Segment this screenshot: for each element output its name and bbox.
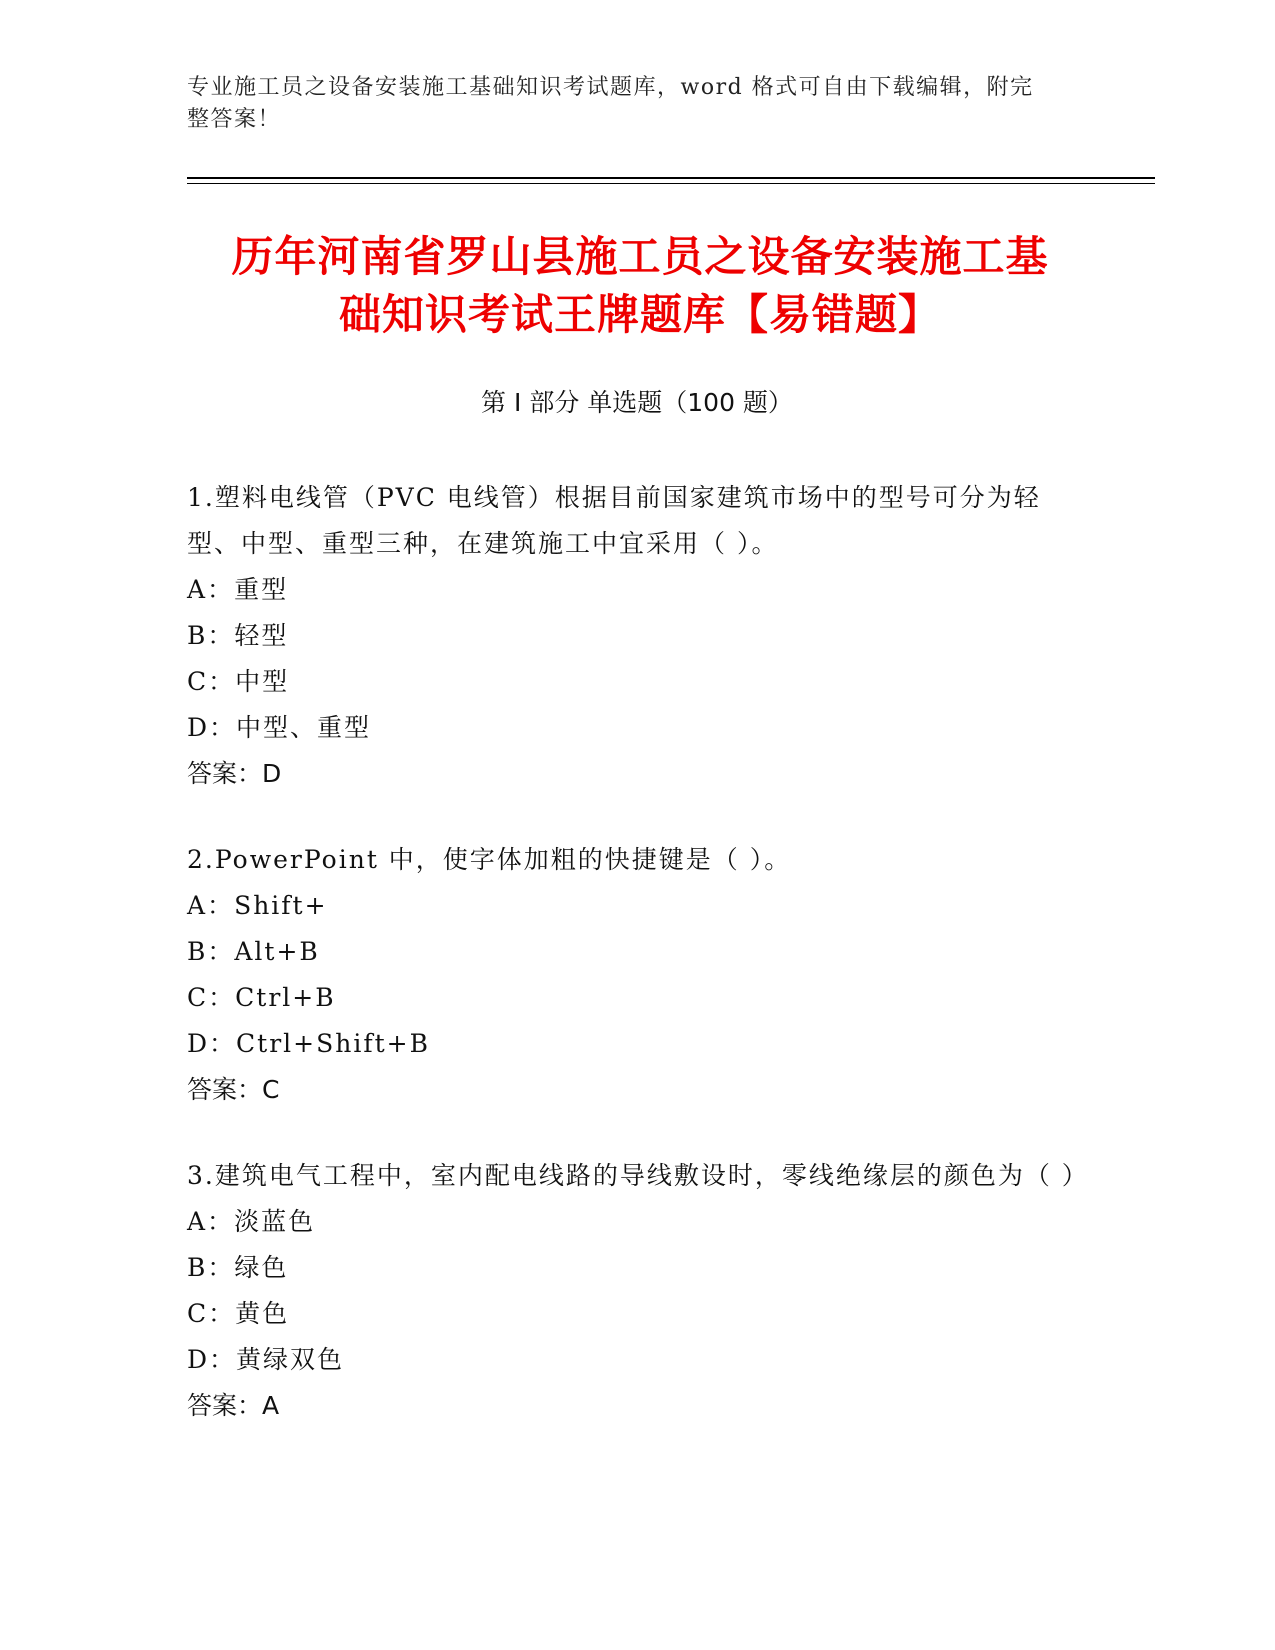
document-title-line-2: 础知识考试王牌题库【易错题】 [338, 290, 941, 339]
option-letter: A： [187, 575, 235, 604]
option-letter: C： [187, 983, 236, 1012]
document-title-line-1: 历年河南省罗山县施工员之设备安装施工基 [231, 232, 1049, 281]
option-text: Ctrl+B [235, 983, 336, 1012]
option-d [187, 1337, 1087, 1383]
option-text: Shift+ [234, 891, 328, 920]
option-letter: D： [187, 1345, 237, 1374]
option-text: 淡蓝色 [234, 1207, 316, 1236]
option-letter: C： [187, 1299, 236, 1328]
option-a [187, 883, 1087, 929]
question-3 [187, 1153, 1087, 1429]
option-b [187, 929, 1087, 975]
answer-label: 答案：D [187, 759, 282, 788]
option-letter: D： [187, 1029, 237, 1058]
option-text: 轻型 [234, 621, 289, 650]
option-text: 黄色 [235, 1299, 290, 1328]
answer-label: 答案：A [187, 1391, 280, 1420]
option-d [187, 1021, 1087, 1067]
option-b [187, 1245, 1087, 1291]
option-text: 重型 [234, 575, 289, 604]
answer-label: 答案：C [187, 1075, 280, 1104]
option-text: 黄绿双色 [236, 1345, 345, 1374]
option-text: 中型、重型 [236, 713, 372, 742]
option-letter: A： [187, 1207, 235, 1236]
header-divider-thick [187, 177, 1155, 179]
header-divider-thin [187, 183, 1155, 184]
question-1 [187, 475, 1087, 797]
option-c [187, 1291, 1087, 1337]
option-letter: B： [187, 621, 235, 650]
section-title: 第 I 部分 单选题（100 题） [481, 388, 793, 417]
question-stem: 1.塑料电线管（PVC 电线管）根据目前国家建筑市场中的型号可分为轻型、中型、重型三种，在建筑施工中宜采用（ ）。 [187, 483, 1041, 558]
document-title [160, 228, 1120, 344]
option-a [187, 567, 1087, 613]
question-2 [187, 837, 1087, 1113]
option-letter: B： [187, 937, 235, 966]
option-text: Ctrl+Shift+B [236, 1029, 430, 1058]
option-d [187, 705, 1087, 751]
option-letter: C： [187, 667, 236, 696]
option-c [187, 659, 1087, 705]
option-letter: A： [187, 891, 235, 920]
option-text: 绿色 [234, 1253, 289, 1282]
option-c [187, 975, 1087, 1021]
question-stem: 3.建筑电气工程中，室内配电线路的导线敷设时，零线绝缘层的颜色为（ ） [187, 1161, 1089, 1190]
option-text: 中型 [235, 667, 290, 696]
option-letter: B： [187, 1253, 235, 1282]
option-b [187, 613, 1087, 659]
option-a [187, 1199, 1087, 1245]
header-note: 专业施工员之设备安装施工基础知识考试题库，word 格式可自由下载编辑，附完整答案！ [187, 75, 1034, 132]
question-stem: 2.PowerPoint 中，使字体加粗的快捷键是（ ）。 [187, 845, 792, 874]
option-text: Alt+B [234, 937, 320, 966]
option-letter: D： [187, 713, 237, 742]
